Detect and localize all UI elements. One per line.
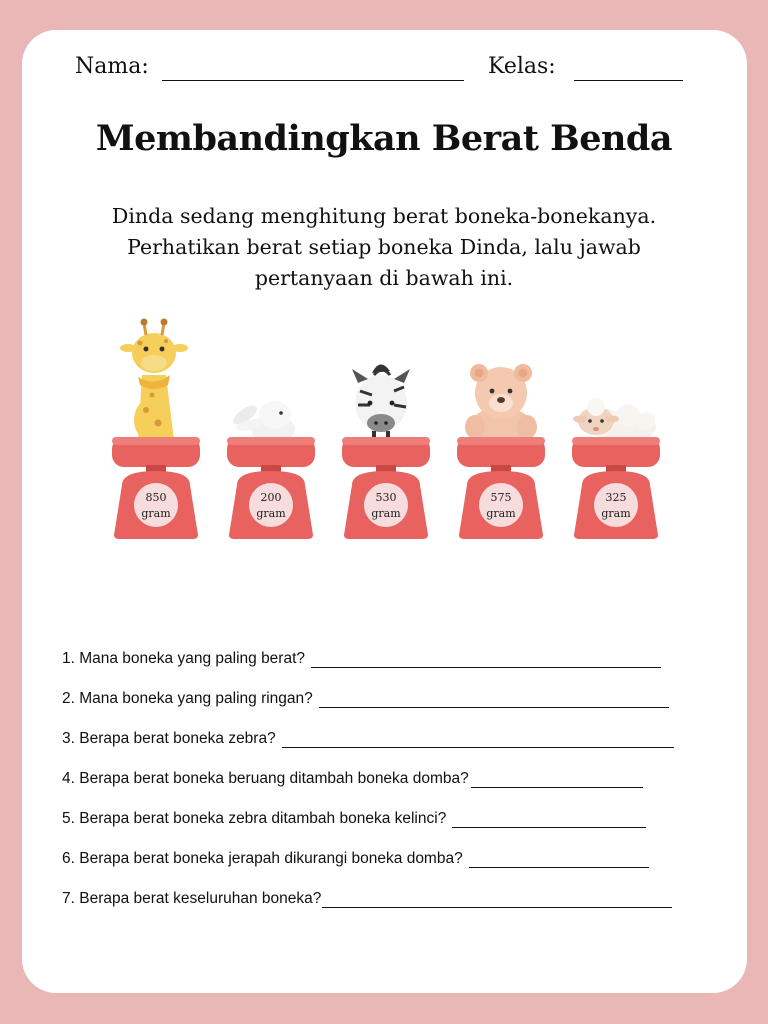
question-item xyxy=(62,850,649,872)
intro-line: pertanyaan di bawah ini. xyxy=(254,266,514,290)
scale-icon xyxy=(568,435,664,541)
weight-unit: gram xyxy=(141,507,171,520)
page-title: Membandingkan Berat Benda xyxy=(95,118,673,159)
sheep-icon xyxy=(568,315,664,445)
scale-icon xyxy=(453,435,549,541)
class-label: Kelas: xyxy=(488,54,556,79)
class-answer-line[interactable] xyxy=(574,80,683,81)
weight-label xyxy=(108,490,204,522)
rabbit-icon xyxy=(223,315,319,445)
weight-label xyxy=(223,490,319,522)
answer-line[interactable] xyxy=(469,853,649,868)
weight-label xyxy=(568,490,664,522)
weight-value: 325 xyxy=(605,491,627,504)
answer-line[interactable] xyxy=(322,893,672,908)
question-item xyxy=(62,690,669,712)
question-text: 1. Mana boneka yang paling berat? xyxy=(62,650,306,667)
weight-value: 575 xyxy=(490,491,512,504)
question-item xyxy=(62,810,646,832)
scale-icon xyxy=(223,435,319,541)
weight-label xyxy=(453,490,549,522)
question-text: 2. Mana boneka yang paling ringan? xyxy=(62,690,313,707)
question-text: 5. Berapa berat boneka zebra ditambah boneka kelinci? xyxy=(62,810,447,827)
question-text: 7. Berapa berat keseluruhan boneka? xyxy=(62,890,322,907)
bear-icon xyxy=(453,315,549,445)
scale-icon xyxy=(338,435,434,541)
scale-item-giraffe xyxy=(108,315,204,545)
weight-value: 530 xyxy=(375,491,397,504)
question-text: 6. Berapa berat boneka jerapah dikurangi boneka domba? xyxy=(62,850,463,867)
scales-row xyxy=(0,315,768,545)
name-answer-line[interactable] xyxy=(162,80,464,81)
question-text: 4. Berapa berat boneka beruang ditambah boneka domba? xyxy=(62,770,469,787)
answer-line[interactable] xyxy=(452,813,646,828)
weight-unit: gram xyxy=(371,507,401,520)
weight-value: 200 xyxy=(260,491,282,504)
intro-text xyxy=(60,201,708,294)
weight-unit: gram xyxy=(256,507,286,520)
intro-line: Dinda sedang menghitung berat boneka-bonekanya. xyxy=(111,204,657,228)
weight-label xyxy=(338,490,434,522)
weight-value: 850 xyxy=(145,491,167,504)
question-item xyxy=(62,650,661,672)
zebra-icon xyxy=(338,315,434,445)
answer-line[interactable] xyxy=(282,733,674,748)
scale-item-sheep xyxy=(568,315,664,545)
intro-line: Perhatikan berat setiap boneka Dinda, lalu jawab xyxy=(127,235,641,259)
scale-item-bear xyxy=(453,315,549,545)
question-item xyxy=(62,730,674,752)
name-label: Nama: xyxy=(75,54,149,79)
answer-line[interactable] xyxy=(319,693,669,708)
question-text: 3. Berapa berat boneka zebra? xyxy=(62,730,276,747)
scale-item-zebra xyxy=(338,315,434,545)
scale-item-rabbit xyxy=(223,315,319,545)
answer-line[interactable] xyxy=(311,653,661,668)
question-item xyxy=(62,890,672,912)
giraffe-icon xyxy=(108,315,204,445)
scale-icon xyxy=(108,435,204,541)
header-row xyxy=(0,54,768,86)
weight-unit: gram xyxy=(486,507,516,520)
weight-unit: gram xyxy=(601,507,631,520)
answer-line[interactable] xyxy=(471,773,643,788)
question-item xyxy=(62,770,643,792)
